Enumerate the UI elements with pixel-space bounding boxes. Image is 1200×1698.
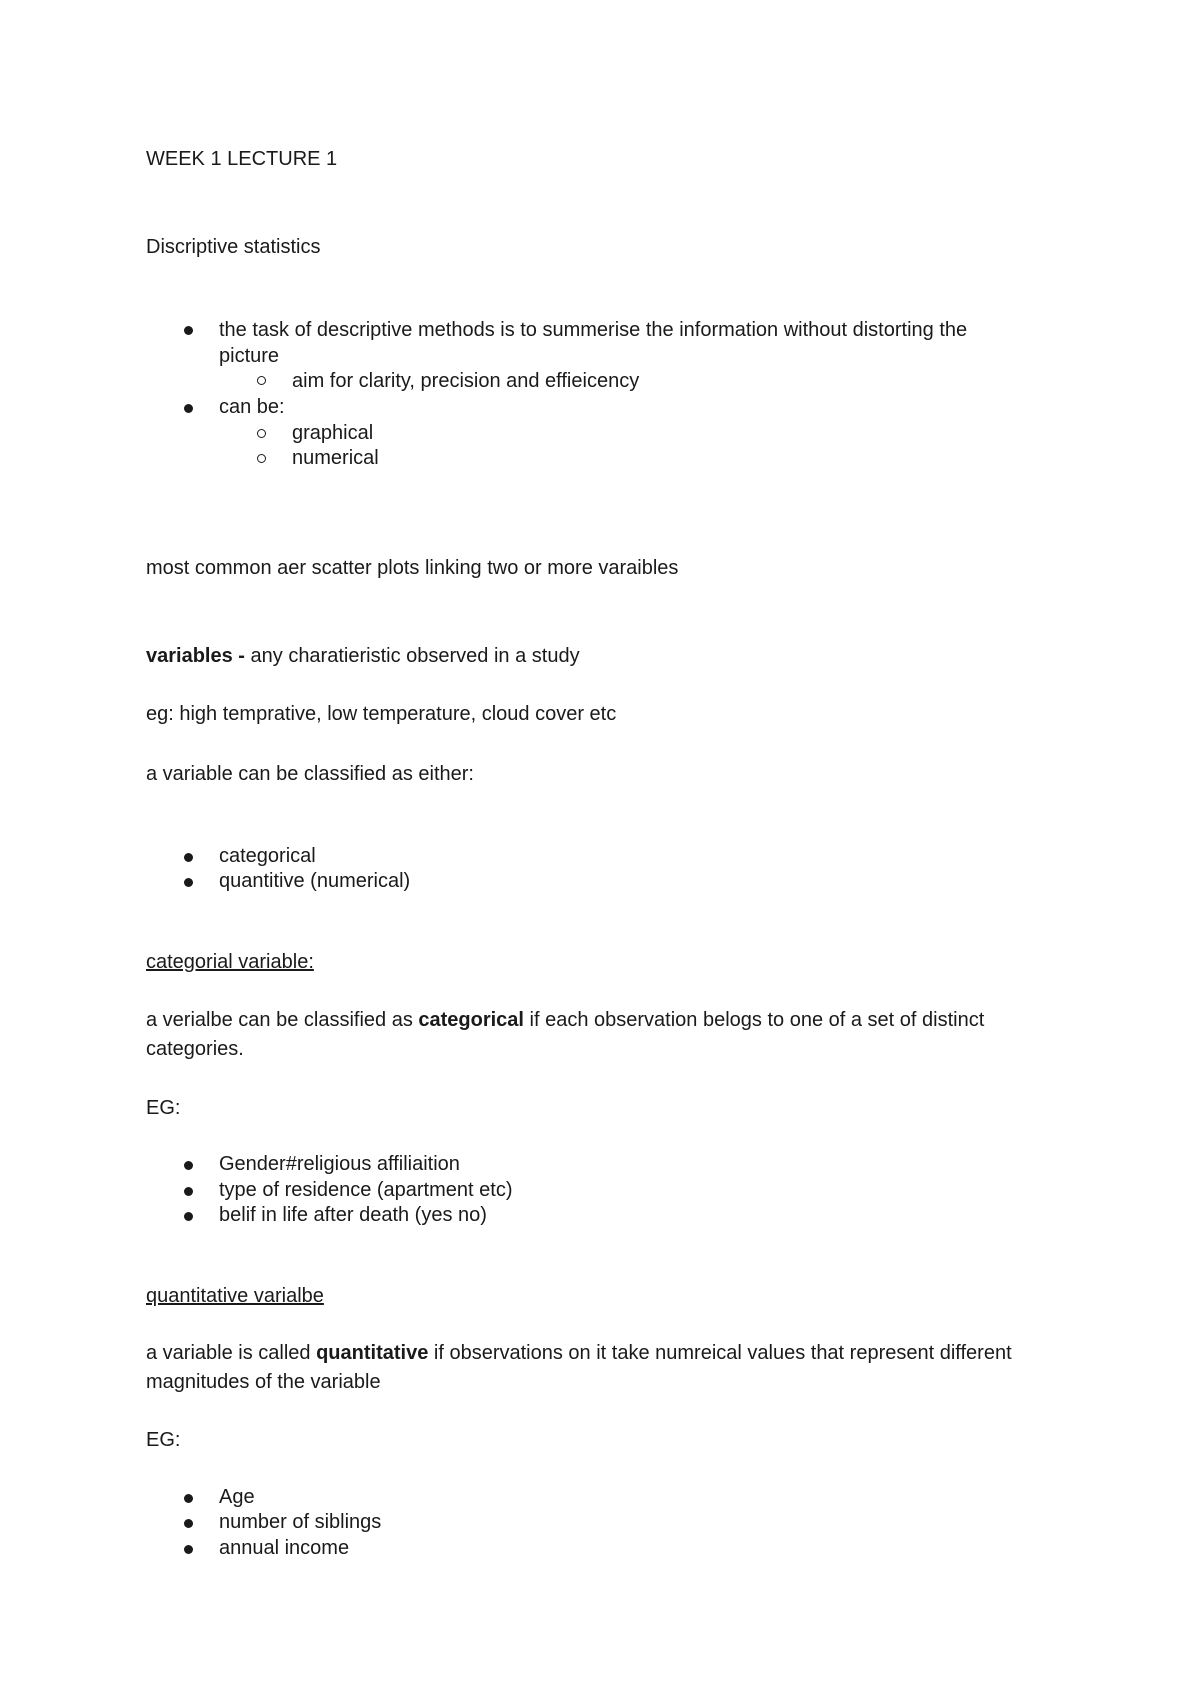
bullet-dot-icon: [184, 1161, 193, 1170]
categorical-definition: [146, 1006, 1066, 1064]
list-item-continuation: picture: [219, 345, 280, 367]
list-item: type of residence (apartment etc): [219, 1179, 513, 1201]
bullet-dot-icon: [184, 878, 193, 887]
quantitative-term: quantitative: [316, 1342, 429, 1364]
sub-list-item: graphical: [292, 422, 374, 444]
scatter-note: most common aer scatter plots linking two or more varaibles: [146, 557, 679, 579]
variables-example: eg: high temprative, low temperature, cloud cover etc: [146, 703, 617, 725]
bullet-dot-icon: [184, 1545, 193, 1554]
section-heading-descriptive: Discriptive statistics: [146, 236, 321, 258]
list-item: annual income: [219, 1537, 350, 1559]
bullet-dot-icon: [184, 1494, 193, 1503]
bullet-circle-icon: [257, 454, 266, 463]
list-item: the task of descriptive methods is to summerise the information without distorting the: [219, 319, 968, 341]
sub-list-item: numerical: [292, 447, 379, 469]
variables-definition: [146, 643, 580, 669]
categorical-def-text: a verialbe can be classified as: [146, 1009, 419, 1031]
bullet-circle-icon: [257, 376, 266, 385]
bullet-dot-icon: [184, 1519, 193, 1528]
quantitative-heading: quantitative varialbe: [146, 1285, 324, 1307]
list-item: Gender#religious affiliaition: [219, 1153, 460, 1175]
bullet-dot-icon: [184, 326, 193, 335]
bullet-dot-icon: [184, 404, 193, 413]
categorical-def-text: if each observation belogs to one of a set of distinct categories.: [146, 1009, 985, 1060]
variables-definition-text: any charatieristic observed in a study: [244, 645, 580, 667]
bullet-dot-icon: [184, 1212, 193, 1221]
quantitative-definition: [146, 1339, 1066, 1397]
sub-list-item: aim for clarity, precision and effieicency: [292, 370, 640, 392]
bullet-dot-icon: [184, 1187, 193, 1196]
list-item: quantitive (numerical): [219, 870, 411, 892]
list-item: number of siblings: [219, 1511, 382, 1533]
categorical-term: categorical: [418, 1009, 524, 1031]
list-item: can be:: [219, 396, 285, 418]
bullet-circle-icon: [257, 429, 266, 438]
list-item: categorical: [219, 845, 316, 867]
variables-classification: a variable can be classified as either:: [146, 763, 474, 785]
eg-label: EG:: [146, 1429, 181, 1451]
list-item: Age: [219, 1486, 255, 1508]
list-item: belif in life after death (yes no): [219, 1204, 487, 1226]
quantitative-def-text: if observations on it take numreical values that represent different magnitudes of the variable: [146, 1342, 1012, 1393]
page-title: WEEK 1 LECTURE 1: [146, 148, 338, 170]
categorical-heading: categorial variable:: [146, 951, 314, 973]
bullet-dot-icon: [184, 853, 193, 862]
eg-label: EG:: [146, 1097, 181, 1119]
variables-term: variables -: [146, 645, 245, 667]
quantitative-def-text: a variable is called: [146, 1342, 317, 1364]
